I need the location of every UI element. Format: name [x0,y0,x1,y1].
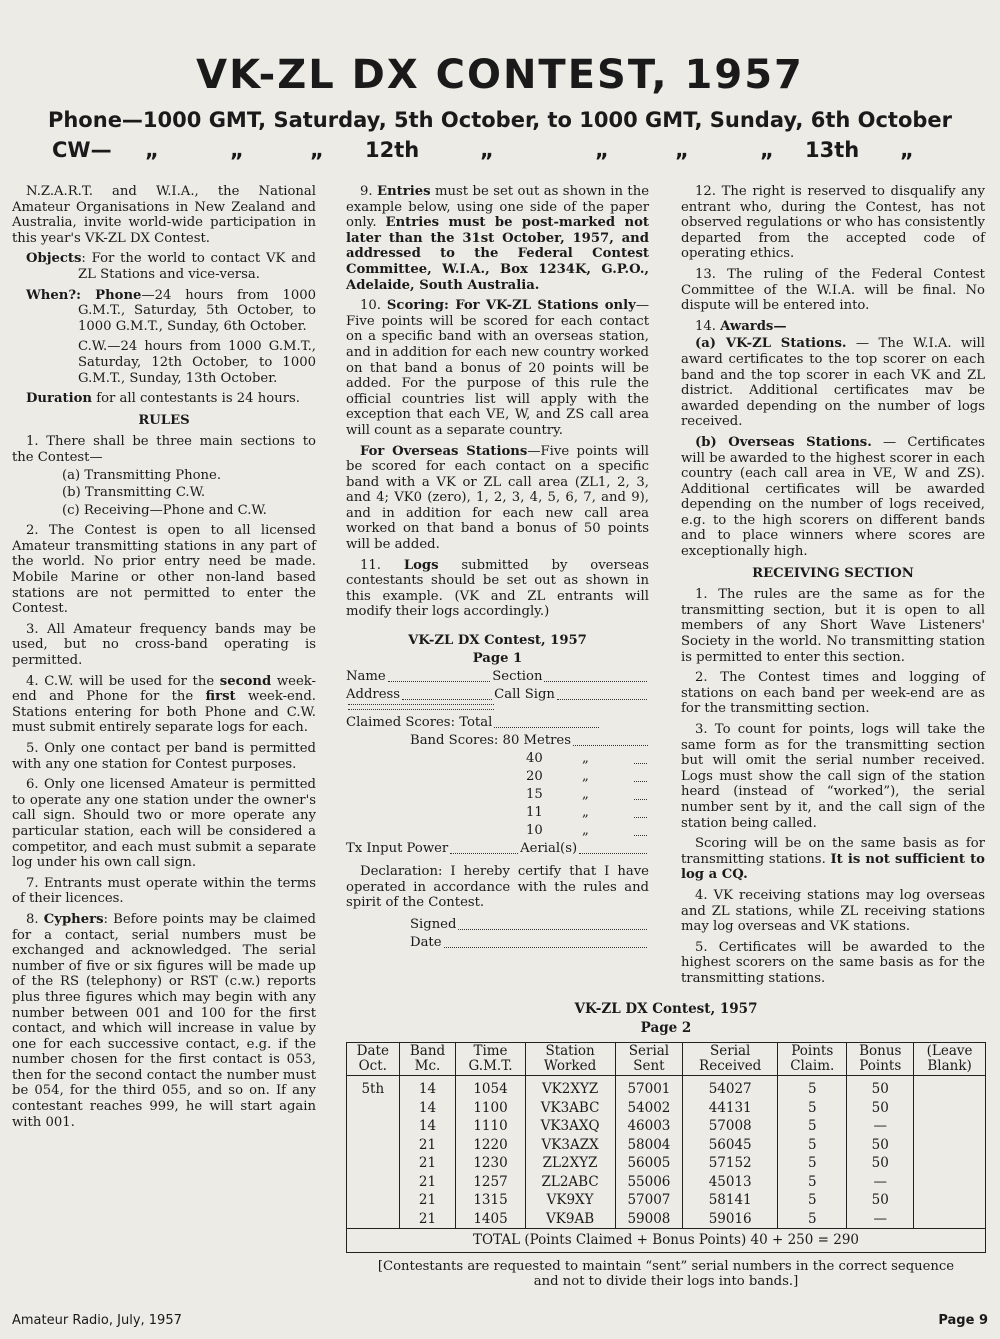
form-band-10: 10 „ [346,822,649,840]
receiving-rule-5: 5. Certificates will be awarded to the highest scorers on the same basis as for the transmitting stations. [681,939,985,986]
ditto-mark: „ [310,138,324,162]
ditto-mark: „ [760,138,774,162]
sample-log-page-1 [346,632,649,952]
log-table-header: Bonus Points [847,1043,914,1076]
log-table-title: VK-ZL DX Contest, 1957 [574,1001,758,1017]
form-title: VK-ZL DX Contest, 1957 [408,633,587,649]
rule-1b: (b) Transmitting C.W. [62,485,206,501]
table-cell: 57007 [615,1191,683,1210]
table-cell: VK2XYZ [525,1076,615,1099]
cw-end-date: 13th [805,138,860,162]
table-cell [347,1191,400,1210]
table-cell [914,1136,986,1155]
table-cell: 59016 [683,1210,778,1229]
table-cell [914,1099,986,1118]
table-cell [914,1117,986,1136]
receiving-rule-2: 2. The Contest times and logging of stations on each band per week-end are as for the transmitting section. [681,670,985,717]
rule-1a: (a) Transmitting Phone. [62,467,222,483]
log-table-header: (Leave Blank) [914,1043,986,1076]
cw-times-paragraph: C.W.—24 hours from 1000 G.M.T., Saturday, 12th October, to 1000 G.M.T., Sunday, 13th October. [78,339,316,386]
rule-2: 2. The Contest is open to all licensed Amateur transmitting stations in any part of the world. No prior entry need be made. Mobile Marine or other non-land based stations are not permitted to enter the Contest. [12,523,316,617]
objects-paragraph: Objects: For the world to contact VK and ZL Stations and vice-versa. [26,251,316,282]
table-cell: 50 [847,1076,914,1099]
rule-6: 6. Only one licensed Amateur is permitted to operate any one station under the owner's call sign. Should two or more operate any particular station, each will be considered a competitor, and each must submit a separate log under his own call sign. [12,777,316,871]
table-cell: 5th [347,1076,400,1099]
table-cell: 1220 [456,1136,525,1155]
awards-overseas: (b) Overseas Stations. — Certificates will be awarded to the highest scorer in each country (each call area in VE, W and ZS). Additional certificates will be awarded depending on the number of logs received, e.g. to the high scorers on different bands and to place winners where scores are exceptionally high. [681,434,985,560]
table-cell: 45013 [683,1173,778,1192]
table-cell: 50 [847,1136,914,1155]
table-cell [347,1173,400,1192]
table-cell: — [847,1117,914,1136]
table-row [347,1136,986,1155]
rule-12: 12. The right is reserved to disqualify any entrant who, during the Contest, has not observed regulations or who has consistently departed from the accepted code of operating ethics. [681,184,985,262]
table-cell [347,1136,400,1155]
form-band-20: 20 „ [346,768,649,786]
ditto-mark: „ [480,138,494,162]
form-claimed-row: Claimed Scores: Total [346,714,601,732]
table-cell: 50 [847,1099,914,1118]
column-3 [681,184,985,992]
table-cell: 54027 [683,1076,778,1099]
receiving-heading: RECEIVING SECTION [752,565,914,581]
table-cell: 58141 [683,1191,778,1210]
cw-label: CW— [52,138,112,162]
table-row [347,1117,986,1136]
log-table-header: Serial Received [683,1043,778,1076]
receiving-rule-3-scoring: Scoring will be on the same basis as for transmitting stations. It is not sufficient to log a CQ. [681,836,985,883]
log-table-header: Serial Sent [615,1043,683,1076]
table-cell [914,1210,986,1229]
table-row [347,1076,986,1099]
receiving-rule-3: 3. To count for points, logs will take the same form as for the transmitting section but will omit the serial number received. Logs must show the call sign of the station heard (instead of “worked”), the serial number sent by it, and the call sign of the station being called. [681,722,985,831]
table-cell: ZL2XYZ [525,1154,615,1173]
table-row [347,1210,986,1229]
table-row [347,1154,986,1173]
ditto-mark: „ [595,138,609,162]
cw-start-date: 12th [365,138,420,162]
table-cell [914,1076,986,1099]
footer-page-number: Page 9 [938,1313,988,1328]
table-cell: 57008 [683,1117,778,1136]
table-row [347,1191,986,1210]
table-cell: 5 [778,1154,847,1173]
column-2 [346,184,649,952]
table-cell: VK3AXQ [525,1117,615,1136]
log-table-header: Points Claim. [778,1043,847,1076]
log-table-total: TOTAL (Points Claimed + Bonus Points) 40 + 250 = 290 [347,1229,986,1253]
table-cell: 21 [399,1191,456,1210]
rule-14: 14. Awards— [695,318,787,334]
ditto-mark: „ [675,138,689,162]
form-address-row: Address Call Sign [346,686,649,704]
table-cell: VK9XY [525,1191,615,1210]
form-signed-row: Signed [346,916,649,934]
table-cell [347,1099,400,1118]
table-cell: 14 [399,1076,456,1099]
table-cell: 1100 [456,1099,525,1118]
log-table-header: Band Mc. [399,1043,456,1076]
table-cell: 21 [399,1154,456,1173]
cw-dates-line [30,138,970,164]
rule-1: 1. There shall be three main sections to the Contest— [12,434,316,465]
table-cell: 5 [778,1076,847,1099]
table-cell [914,1191,986,1210]
table-cell: VK3ABC [525,1099,615,1118]
page-title: VK-ZL DX CONTEST, 1957 [196,52,804,98]
table-cell: — [847,1173,914,1192]
awards-vk-zl: (a) VK-ZL Stations. — The W.I.A. will award certificates to the top scorer on each band and the top scorer in each VK and ZL district. Additional certificates mav be awarded depending on the number of logs received. [681,336,985,430]
sample-log-page-2 [346,1000,986,1290]
rule-1c: (c) Receiving—Phone and C.W. [62,502,267,518]
form-declaration: Declaration: I hereby certify that I have operated in accordance with the rules and spirit of the Contest. [346,864,649,911]
table-cell: 46003 [615,1117,683,1136]
footer-publication: Amateur Radio, July, 1957 [12,1313,182,1328]
log-table-header: Station Worked [525,1043,615,1076]
log-table-header: Time G.M.T. [456,1043,525,1076]
table-cell: 1230 [456,1154,525,1173]
rule-3: 3. All Amateur frequency bands may be used, but no cross-band operating is permitted. [12,621,316,669]
table-cell: 50 [847,1154,914,1173]
receiving-rule-1: 1. The rules are the same as for the transmitting section, but it is open to all members of any Short Wave Listeners' Society in the world. No transmitting station is permitted to enter this section. [681,587,985,665]
rule-10: 10. Scoring: For VK-ZL Stations only—Five points will be scored for each contact on a specific band with an overseas station, and in addition for each new country worked on that band a bonus of 20 points will be added. For the purpose of this rule the official countries list will apply with the exception that each VE, W, and ZS call area will count as a separate country. [346,298,649,438]
table-cell: 1054 [456,1076,525,1099]
table-cell: 5 [778,1210,847,1229]
rule-7: 7. Entrants must operate within the terms of their licences. [12,875,316,907]
table-cell [347,1154,400,1173]
table-cell: 54002 [615,1099,683,1118]
column-1 [12,184,316,1135]
log-table-header: Date Oct. [347,1043,400,1076]
table-row [347,1099,986,1118]
table-cell [914,1154,986,1173]
form-name-row: Name Section [346,668,649,686]
table-cell: VK9AB [525,1210,615,1229]
table-cell: ZL2ABC [525,1173,615,1192]
table-cell [347,1210,400,1229]
log-table-note: [Contestants are requested to maintain “sent” serial numbers in the correct sequence and not to divide their logs into bands.] [377,1258,955,1290]
form-band-row: Band Scores: 80 Metres [346,732,650,750]
ditto-mark: „ [900,138,914,162]
table-cell: 1315 [456,1191,525,1210]
rule-10-overseas: For Overseas Stations—Five points will be scored for each contact on a specific band with a VK or ZL call area (ZL1, 2, 3, and 4; VK0 (zero), 1, 2, 3, 4, 5, 6, 7, and 9), and in addition for each new call area worked on that band a bonus of 50 points will be added. [346,443,649,553]
table-cell: 5 [778,1191,847,1210]
table-row [347,1173,986,1192]
table-cell: 5 [778,1099,847,1118]
ditto-mark: „ [145,138,159,162]
table-cell: 5 [778,1117,847,1136]
log-table [346,1042,986,1253]
form-band-15: 15 „ [346,786,649,804]
intro-paragraph: N.Z.A.R.T. and W.I.A., the National Amateur Organisations in New Zealand and Australia, invite world-wide participation in this year's VK-ZL DX Contest. [12,184,316,246]
table-cell: — [847,1210,914,1229]
table-cell: 14 [399,1117,456,1136]
rule-4: 4. C.W. will be used for the second week-end and Phone for the first week-end. Stations entering for both Phone and C.W. must submit entirely separate logs for each. [12,673,316,736]
table-cell: 55006 [615,1173,683,1192]
form-band-40: 40 „ [346,750,649,768]
rule-9: 9. Entries must be set out as shown in the example below, using one side of the paper only. Entries must be post-marked not later than the 31st October, 1957, and addressed to the Federal Contest Committee, W.I.A., Box 1234K, G.P.O., Adelaide, South Australia. [346,184,650,293]
rule-13: 13. The ruling of the Federal Contest Committee of the W.I.A. will be final. No dispute will be entered into. [681,266,985,314]
form-page-number: Page 1 [472,651,523,667]
table-cell: 14 [399,1099,456,1118]
table-cell: 58004 [615,1136,683,1155]
form-date-row: Date [346,934,649,952]
table-cell: 57152 [683,1154,778,1173]
table-cell: 5 [778,1173,847,1192]
table-cell: 21 [399,1136,456,1155]
table-cell [914,1173,986,1192]
form-tx-row: Tx Input Power Aerial(s) [346,840,649,858]
table-cell: 21 [399,1210,456,1229]
rules-heading: RULES [138,412,190,428]
table-cell: 59008 [615,1210,683,1229]
rule-5: 5. Only one contact per band is permitted with any one station for Contest purposes. [12,741,316,772]
rule-8: 8. Cyphers: Before points may be claimed for a contact, serial numbers must be exchanged and acknowledged. The serial number of five or six figures will be made up of the RS (telephony) or RST (c.w.) reports plus three figures which may begin with any number between 001 and 100 for the first contact, and which will increase in value by one for each successive contact, e.g. if the number chosen for the first contact is 053, then for the second contact the number must be 054, for the third 055, and so on. If any contestant reaches 999, he will start again with 001. [12,911,316,1130]
table-cell: 1257 [456,1173,525,1192]
form-band-11: 11 „ [346,804,649,822]
when-paragraph: When?: Phone—24 hours from 1000 G.M.T., Saturday, 5th October, to 1000 G.M.T., Sunday, 6th October. [26,287,317,334]
table-cell: 1110 [456,1117,525,1136]
table-cell: 50 [847,1191,914,1210]
phone-dates-line: Phone—1000 GMT, Saturday, 5th October, to 1000 GMT, Sunday, 6th October [47,108,953,132]
duration-paragraph: Duration for all contestants is 24 hours. [26,391,300,407]
rule-11: 11. Logs submitted by overseas contestants should be set out as shown in this example. (VK and ZL entrants will modify their logs accordingly.) [346,557,649,620]
table-cell: 56045 [683,1136,778,1155]
ditto-mark: „ [230,138,244,162]
table-cell: VK3AZX [525,1136,615,1155]
table-cell: 21 [399,1173,456,1192]
table-cell: 57001 [615,1076,683,1099]
table-cell: 5 [778,1136,847,1155]
log-table-page: Page 2 [640,1020,692,1036]
receiving-rule-4: 4. VK receiving stations may log overseas and ZL stations, while ZL receiving stations may log overseas and VK stations. [681,887,985,935]
table-cell: 44131 [683,1099,778,1118]
table-cell: 1405 [456,1210,525,1229]
table-cell: 56005 [615,1154,683,1173]
table-cell [347,1117,400,1136]
